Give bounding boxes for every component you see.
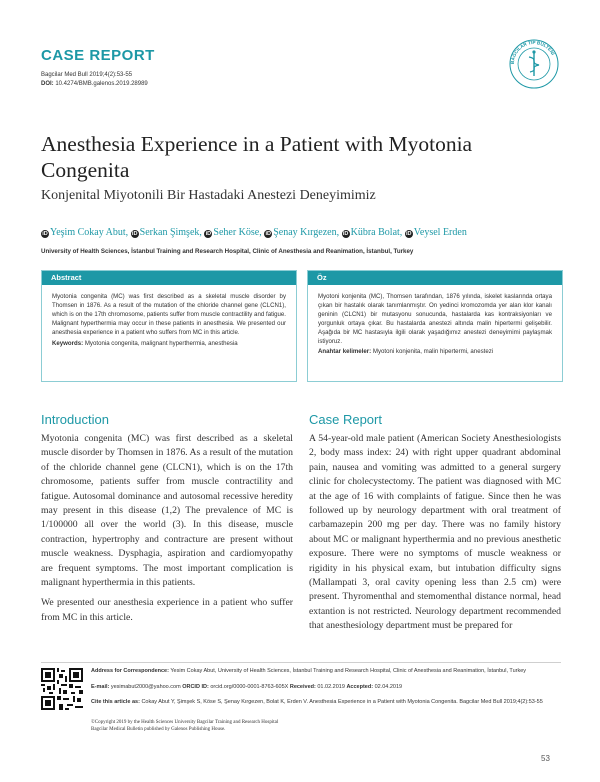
doi-value[interactable]: 10.4274/BMB.galenos.2019.28989: [55, 81, 148, 87]
author-item[interactable]: [41, 227, 128, 238]
abstract-heading: Abstract: [42, 271, 296, 285]
cite-line: [91, 699, 561, 707]
author-list: [41, 227, 561, 238]
cite-label: Cite this article as:: [91, 699, 140, 705]
oz-body: [308, 285, 562, 357]
received-date: 01.02.2019: [317, 684, 345, 690]
orcid-label: ORCID ID:: [182, 684, 209, 690]
footer-divider: [41, 662, 561, 663]
oz-heading: Öz: [308, 271, 562, 285]
abstract-keywords: [52, 340, 286, 349]
accepted-date: 02.04.2019: [374, 684, 403, 690]
article-subtitle: Konjenital Miyotonili Bir Hastadaki Anestezi Deneyimimiz: [41, 188, 376, 203]
oz-text: Myotoni konjenita (MC), Thomsen tarafından, 1876 yılında, iskelet kaslarında ortaya çıkan bir hastalık olarak tanımlanmıştır. On yedinci kromozomda yer alan klor kanalı geninin (CLCN1) bir mutasyonu sonucunda, hastalarda kas kontraksiyonları ve yorgunluk ortaya çıkar. Bu hastalarda anestezi altında malin hipertermi gelişebilir. Aşağıda bir MC hastasıyla ilgili olarak yaşadığımız anestezi deneyimimi paylaşmak istiyoruz.: [318, 293, 552, 345]
citation-line: Bagcilar Med Bull 2019;4(2):53-55: [41, 72, 133, 78]
email-label: E-mail:: [91, 684, 110, 690]
author-name: Şenay Kırgezen,: [273, 227, 340, 238]
anahtar-kelimeler-label: Anahtar kelimeler:: [318, 348, 372, 356]
article-title: Anesthesia Experience in a Patient with Myotonia Congenita: [41, 132, 473, 182]
correspondence: [91, 668, 561, 676]
orcid-icon[interactable]: iD: [406, 231, 412, 237]
email-link[interactable]: yesimabut2000@yahoo.com: [110, 684, 181, 690]
author-name: Kübra Bolat,: [350, 227, 403, 238]
orcid-icon[interactable]: iD: [205, 231, 212, 237]
copyright-line: ©Copyright 2019 by the Health Sciences University Bagcilar Training and Research Hospital: [91, 720, 279, 725]
logo-ring-text: BAĞCILAR TIP BÜLTENİ: [509, 39, 556, 65]
author-name: Veysel Erden: [413, 227, 467, 238]
introduction-body: [41, 432, 293, 625]
abstract-box: [41, 270, 297, 382]
orcid-icon[interactable]: iD: [265, 231, 271, 237]
orcid-icon[interactable]: iD: [131, 231, 138, 237]
correspondence-label: Address for Correspondence:: [91, 668, 169, 674]
author-name: Seher Köse,: [213, 227, 262, 238]
keywords-text: Myotonia congenita, malignant hyperthermia, anesthesia: [84, 339, 238, 347]
orcid-icon[interactable]: iD: [42, 231, 48, 237]
page-number: 53: [541, 754, 550, 763]
orcid-link[interactable]: orcid.org/0000-0001-8763-605X: [210, 684, 289, 690]
doi-line: [41, 81, 148, 87]
introduction-paragraph: Myotonia congenita (MC) was first described as a skeletal muscle disorder by Thomsen in 1876. As a result of the mutation of the chloride channel gene (CLCN1), which is on the 17th chromosome, patients suffer from muscle contractility and fatigue. Autosomal dominance and autosomal recessive heredity may present in this disease (1,2) The prevalence of MC is 1/100000 all over the world (3). In this disease, muscle contraction, hypertrophy and contracture are present without muscle weakness. Dysphagia, aspiration and cardiomyopathy are frequent symptoms. The most important complication is malignant hyperthermia in this patients.: [41, 433, 293, 589]
case-report-heading: Case Report: [309, 412, 382, 427]
author-name: Serkan Şimşek,: [139, 227, 202, 238]
case-report-paragraph: A 54-year-old male patient (American Society Anesthesiologists 2, body mass index: 24) with right upper quadrant abdominal pain, nausea and vomiting was admitted to a general surgery clinic for cholecystectomy. The patient was diagnosed with MC at the age of 16 with complaints of fatigue. Since then he was followed up by neurology department with oral treatment of carbamazepin 200 mg per day. There was no family history about MC or malignant hyperthermia and no previous anesthetic exposure. There were no symptoms of muscle weakness or rigidity in his physical exam, but intubation difficulty signs (Mallampati 3, oral cavity opening less than 2.5 cm) were present. Thyromenthal and stemomenthal distance normal, head extantion is not restricted. Neurology department recommended that anesthesiology department must be prepared for: [309, 433, 561, 632]
author-item[interactable]: [342, 227, 403, 238]
abstract-body: [42, 285, 296, 348]
doi-label: DOI:: [41, 81, 54, 87]
article-type-label: CASE REPORT: [41, 47, 155, 64]
introduction-heading: Introduction: [41, 412, 109, 427]
introduction-paragraph: We presented our anesthesia experience in a patient who suffer from MC in this article.: [41, 597, 293, 623]
author-item[interactable]: [131, 227, 202, 238]
affiliation: University of Health Sciences, İstanbul Training and Research Hospital, Clinic of Anesthesia and Reanimation, İstanbul, Turkey: [41, 248, 414, 255]
received-label: Received:: [289, 684, 316, 690]
case-report-body: [309, 432, 561, 634]
cite-text: Cokay Abut Y, Şimşek S, Köse S, Şenay Kırgezen, Bolat K, Erden V. Anesthesia Experience in a Patient with Myotonia Congenita. Bagcilar Med Bull 2019;4(2):53-55: [141, 699, 543, 705]
qr-code[interactable]: [41, 668, 83, 710]
author-name: Yeşim Cokay Abut,: [50, 227, 129, 238]
correspondence-text: Yesim Cokay Abut, University of Health Sciences, İstanbul Training and Research Hospital, Clinic of Anesthesia and Reanimation, İstanbul, Turkey: [170, 668, 527, 674]
contact-line: [91, 684, 561, 692]
accepted-label: Accepted:: [346, 684, 374, 690]
keywords-label: Keywords:: [52, 339, 84, 347]
journal-logo: [508, 38, 560, 90]
oz-box: [307, 270, 563, 382]
abstract-text: Myotonia congenita (MC) was first described as a skeletal muscle disorder by Thomsen in 1876. As a result of the mutation of the chloride channel gene (CLCN1), which is on the 17th chromosome, patients suffer from muscle contractility and fatigue. Malignant hyperthermia may occur in these patients in anesthesia. We presented our anesthesia experience in a patient who suffers from MC in this article.: [52, 293, 286, 336]
oz-keywords: [318, 348, 552, 357]
orcid-icon[interactable]: iD: [342, 231, 349, 237]
author-item[interactable]: [264, 227, 339, 238]
anahtar-kelimeler-text: Myotoni konjenita, malin hipertermi, anestezi: [372, 348, 494, 356]
publisher-line: Bagcilar Medical Bulletin published by Galenos Publishing House.: [91, 727, 226, 732]
author-item[interactable]: [204, 227, 261, 238]
author-item[interactable]: [405, 227, 467, 238]
